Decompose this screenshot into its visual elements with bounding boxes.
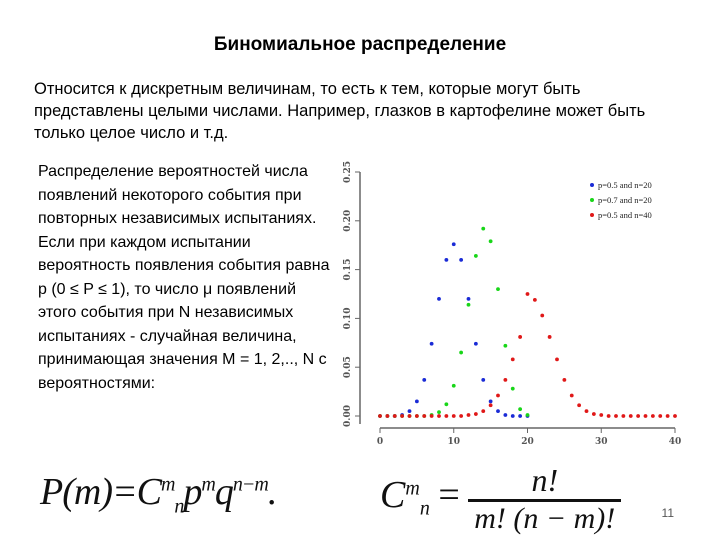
data-point bbox=[452, 414, 456, 418]
formula-c-sub: n bbox=[174, 495, 184, 518]
data-point bbox=[385, 414, 389, 418]
data-point bbox=[437, 410, 441, 414]
data-point bbox=[540, 314, 544, 318]
data-point bbox=[481, 409, 485, 413]
y-tick-label: 0.10 bbox=[343, 307, 353, 330]
data-point bbox=[496, 287, 500, 291]
formula-p: P bbox=[40, 471, 63, 513]
data-point bbox=[422, 378, 426, 382]
data-point bbox=[511, 414, 515, 418]
data-point bbox=[518, 407, 522, 411]
data-point bbox=[658, 414, 662, 418]
data-point bbox=[636, 414, 640, 418]
data-point bbox=[562, 378, 566, 382]
data-point bbox=[430, 342, 434, 346]
slide-title: Биномиальное распределение bbox=[213, 34, 507, 55]
data-point bbox=[430, 414, 434, 418]
data-point bbox=[503, 413, 507, 417]
legend-label: p=0.5 and n=20 bbox=[598, 180, 652, 190]
data-point bbox=[644, 414, 648, 418]
formula-m-eq-c: (m)=C bbox=[62, 471, 161, 513]
formula-q: q bbox=[214, 471, 233, 513]
x-tick-label: 30 bbox=[594, 437, 608, 447]
y-tick-label: 0.00 bbox=[343, 405, 353, 427]
data-point bbox=[474, 254, 478, 258]
data-point bbox=[452, 384, 456, 388]
data-point bbox=[585, 409, 589, 413]
data-point bbox=[474, 412, 478, 416]
y-tick-label: 0.25 bbox=[343, 161, 353, 183]
data-point bbox=[489, 239, 493, 243]
data-point bbox=[496, 394, 500, 398]
page-number: 11 bbox=[661, 506, 674, 520]
data-point bbox=[577, 403, 581, 407]
data-point bbox=[422, 414, 426, 418]
definition-paragraph: Распределение вероятностей числа появлений некоторого события при повторных независимых испытаниях. Если при каждом испытании вероятность появления события равна p (0 ≤ P ≤ 1), то число μ появлений этого события при N независимых испытаниях - случайная величина, принимающая значения M = 1, 2,.., N с вероятностями: bbox=[38, 163, 330, 392]
data-point bbox=[378, 414, 382, 418]
combination-equals: = bbox=[438, 473, 460, 516]
data-point bbox=[481, 378, 485, 382]
data-point bbox=[511, 387, 515, 391]
data-point bbox=[408, 409, 412, 413]
data-point bbox=[444, 258, 448, 262]
data-point bbox=[459, 351, 463, 355]
formula-p-sup: m bbox=[201, 473, 215, 496]
data-point bbox=[526, 292, 530, 296]
data-point bbox=[673, 414, 677, 418]
intro-paragraph: Относится к дискретным величинам, то есть к тем, которые могут быть представлены целыми числами. Например, глазков в картофелине может быть только целое число и т.д. bbox=[34, 80, 646, 142]
data-point bbox=[437, 297, 441, 301]
data-point bbox=[548, 335, 552, 339]
data-point bbox=[511, 357, 515, 361]
data-point bbox=[444, 402, 448, 406]
data-point bbox=[570, 394, 574, 398]
data-point bbox=[415, 414, 419, 418]
data-point bbox=[533, 298, 537, 302]
legend-label: p=0.7 and n=20 bbox=[598, 195, 652, 205]
data-point bbox=[415, 399, 419, 403]
data-point bbox=[489, 399, 493, 403]
combination-c: C bbox=[380, 473, 406, 516]
data-point bbox=[666, 414, 670, 418]
combination-sup: m bbox=[405, 477, 420, 500]
data-point bbox=[467, 303, 471, 307]
data-point bbox=[496, 409, 500, 413]
data-point bbox=[621, 414, 625, 418]
data-point bbox=[555, 357, 559, 361]
x-tick-label: 40 bbox=[668, 437, 682, 447]
combination-sub: n bbox=[419, 497, 430, 520]
data-point bbox=[651, 414, 655, 418]
data-point bbox=[607, 414, 611, 418]
combination-formula bbox=[380, 462, 621, 536]
formula-q-sup: n−m bbox=[232, 473, 268, 496]
data-point bbox=[503, 378, 507, 382]
data-point bbox=[459, 414, 463, 418]
data-point bbox=[474, 342, 478, 346]
data-point bbox=[614, 414, 618, 418]
formula-c-sup: m bbox=[160, 473, 175, 496]
x-tick-label: 20 bbox=[521, 437, 534, 447]
legend-marker bbox=[590, 213, 594, 217]
x-tick-label: 0 bbox=[376, 437, 384, 447]
data-point bbox=[592, 412, 596, 416]
data-point bbox=[599, 413, 603, 417]
fraction-numerator: n! bbox=[531, 462, 559, 498]
formula-p2: p bbox=[183, 471, 202, 513]
legend-label: p=0.5 and n=40 bbox=[598, 210, 652, 220]
data-point bbox=[526, 413, 530, 417]
data-point bbox=[393, 414, 397, 418]
legend-marker bbox=[590, 198, 594, 202]
data-point bbox=[489, 403, 493, 407]
data-point bbox=[437, 414, 441, 418]
data-point bbox=[518, 335, 522, 339]
data-point bbox=[518, 414, 522, 418]
binomial-probability-formula bbox=[40, 470, 276, 519]
y-tick-label: 0.20 bbox=[343, 209, 353, 232]
x-tick-label: 10 bbox=[447, 437, 461, 447]
data-point bbox=[452, 242, 456, 246]
data-point bbox=[408, 414, 412, 418]
data-point bbox=[629, 414, 633, 418]
formula-dot: . bbox=[267, 471, 277, 513]
data-point bbox=[481, 227, 485, 231]
data-point bbox=[400, 414, 404, 418]
fraction-denominator: m! (n − m)! bbox=[468, 499, 621, 536]
data-point bbox=[467, 297, 471, 301]
combination-fraction bbox=[468, 462, 621, 536]
data-point bbox=[459, 258, 463, 262]
data-point bbox=[503, 344, 507, 348]
y-tick-label: 0.05 bbox=[343, 356, 353, 379]
binomial-chart bbox=[340, 160, 690, 460]
data-point bbox=[444, 414, 448, 418]
legend-marker bbox=[590, 183, 594, 187]
data-point bbox=[467, 413, 471, 417]
y-tick-label: 0.15 bbox=[343, 258, 353, 281]
